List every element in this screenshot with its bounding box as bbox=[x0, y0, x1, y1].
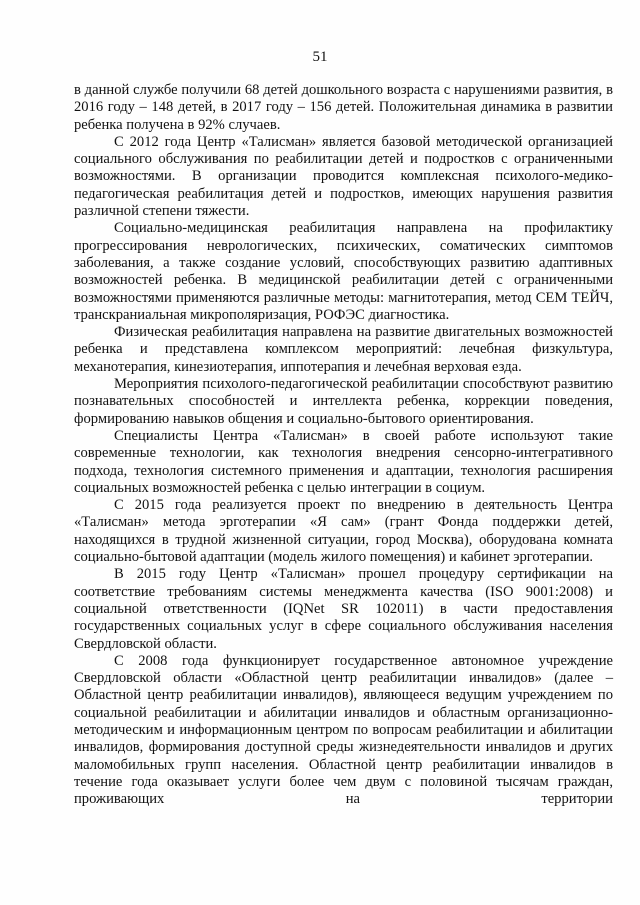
paragraph-9: С 2008 года функционирует государственное автономное учреждение Свердловской области «Областной центр реабилитации инвалидов» (далее – Областной центр реабилитации инвалидов), являющееся ведущим учреждением по социальной реабилитации и абилитации инвалидов и областным организационно-методическим и информационным центром по вопросам реабилитации и абилитации инвалидов, формирования доступной среды жизнедеятельности инвалидов и других маломобильных групп населения. Областной центр реабилитации инвалидов в течение года оказывает услуги более чем двум с половиной тысячам граждан, проживающих на территории bbox=[74, 652, 613, 808]
paragraph-1: в данной службе получили 68 детей дошкольного возраста с нарушениями развития, в 2016 году – 148 детей, в 2017 году – 156 детей. Положительная динамика в развитии ребенка получена в 92% случаев. bbox=[74, 82, 613, 133]
paragraph-5: Мероприятия психолого-педагогической реабилитации способствуют развитию познавательных способностей и интеллекта ребенка, коррекции поведения, формированию навыков общения и социально-бытового ориентирования. bbox=[74, 376, 613, 427]
paragraph-8: В 2015 году Центр «Талисман» прошел процедуру сертификации на соответствие требованиям системы менеджмента качества (ISO 9001:2008) и социальной ответственности (IQNet SR 102011) в части предоставления государственных социальных услуг в сфере социального обслуживания населения Свердловской области. bbox=[74, 566, 613, 652]
paragraph-2: С 2012 года Центр «Талисман» является базовой методической организацией социального обслуживания по реабилитации детей и подростков с ограниченными возможностями. В организации проводится комплексная психолого-медико-педагогическая реабилитация детей и подростков, имеющих нарушения развития различной степени тяжести. bbox=[74, 133, 613, 220]
paragraph-6: Специалисты Центра «Талисман» в своей работе используют такие современные технологии, как технология внедрения сенсорно-интегративного подхода, технология системного применения и адаптации, технология расширения социальных возможностей ребенка с целью интеграции в социум. bbox=[74, 427, 613, 496]
paragraph-7: С 2015 года реализуется проект по внедрению в деятельность Центра «Талисман» метода эрготерапии «Я сам» (грант Фонда поддержки детей, находящихся в трудной жизненной ситуации, город Москва), оборудована комната социально-бытовой адаптации (модель жилого помещения) и кабинет эрготерапии. bbox=[74, 497, 613, 566]
body-text bbox=[74, 82, 613, 808]
paragraph-4: Физическая реабилитация направлена на развитие двигательных возможностей ребенка и представлена комплексом мероприятий: лечебная физкультура, механотерапия, кинезиотерапия, иппотерапия и лечебная верховая езда. bbox=[74, 324, 613, 375]
page-number: 51 bbox=[312, 49, 328, 65]
paragraph-3: Социально-медицинская реабилитация направлена на профилактику прогрессирования неврологических, психических, соматических симптомов заболевания, а также создание условий, способствующих развитию адаптивных возможностей ребенка. В медицинской реабилитации детей с ограниченными возможностями применяются различные методы: магнитотерапия, метод СЕМ ТЕЙЧ, транскраниальная микрополяризация, РОФЭС диагностика. bbox=[74, 220, 613, 323]
